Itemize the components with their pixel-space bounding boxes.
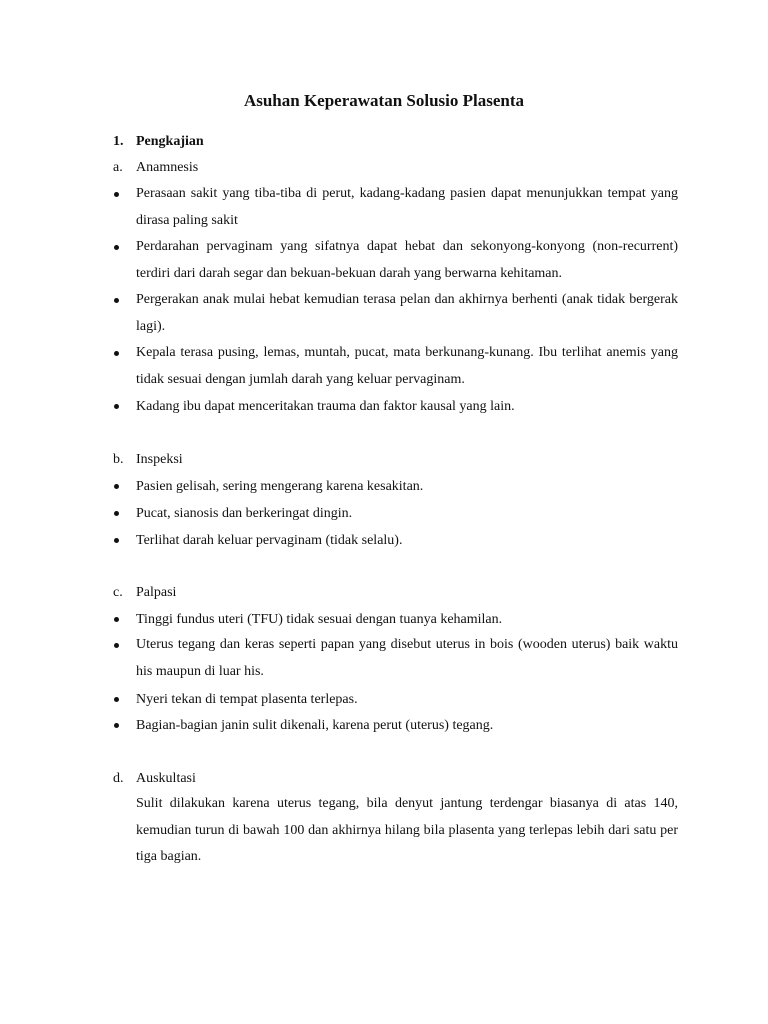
subsection-a-heading: Anamnesis: [136, 160, 199, 175]
bullet-icon: [114, 192, 119, 197]
list-item: Nyeri tekan di tempat plasenta terlepas.: [136, 692, 358, 707]
bullet-icon: [114, 404, 119, 409]
bullet-icon: [114, 351, 119, 356]
list-item: Uterus tegang dan keras seperti papan yang disebut uterus in bois (wooden uterus) baik waktu his maupun di luar his.: [136, 637, 678, 679]
bullet-icon: [114, 245, 119, 250]
list-item: Pucat, sianosis dan berkeringat dingin.: [136, 506, 353, 521]
document-title: Asuhan Keperawatan Solusio Plasenta: [243, 91, 525, 110]
list-item: Kadang ibu dapat menceritakan trauma dan faktor kausal yang lain.: [136, 399, 515, 414]
subsection-c-heading: Palpasi: [136, 585, 177, 600]
list-item: Bagian-bagian janin sulit dikenali, karena perut (uterus) tegang.: [136, 718, 494, 733]
bullet-icon: [114, 511, 119, 516]
bullet-icon: [114, 643, 119, 648]
subsection-b-heading: Inspeksi: [136, 452, 183, 467]
subsection-b-letter: b.: [113, 452, 124, 467]
bullet-icon: [114, 697, 119, 702]
auskultasi-paragraph: Sulit dilakukan karena uterus tegang, bila denyut jantung terdengar biasanya di atas 140, kemudian turun di bawah 100 dan akhirnya hilang bila plasenta yang terlepas lebih dari satu per tiga bagian.: [136, 796, 678, 864]
list-item: Pasien gelisah, sering mengerang karena kesakitan.: [136, 479, 424, 494]
bullet-icon: [114, 538, 119, 543]
list-item: Kepala terasa pusing, lemas, muntah, pucat, mata berkunang-kunang. Ibu terlihat anemis yang tidak sesuai dengan jumlah darah yang keluar pervaginam.: [136, 345, 678, 387]
bullet-icon: [114, 298, 119, 303]
subsection-a-letter: a.: [113, 160, 123, 175]
list-item: Tinggi fundus uteri (TFU) tidak sesuai dengan tuanya kehamilan.: [136, 612, 503, 627]
list-item: Perdarahan pervaginam yang sifatnya dapat hebat dan sekonyong-konyong (non-recurrent) terdiri dari darah segar dan bekuan-bekuan darah yang berwarna kehitaman.: [136, 239, 678, 281]
bullet-icon: [114, 723, 119, 728]
section-number: 1.: [113, 134, 124, 149]
list-item: Pergerakan anak mulai hebat kemudian terasa pelan dan akhirnya berhenti (anak tidak bergerak lagi).: [136, 292, 678, 334]
section-heading: Pengkajian: [136, 134, 204, 149]
list-item: Perasaan sakit yang tiba-tiba di perut, kadang-kadang pasien dapat menunjukkan tempat yang dirasa paling sakit: [136, 186, 678, 228]
subsection-c-letter: c.: [113, 585, 123, 600]
subsection-d-heading: Auskultasi: [136, 771, 196, 786]
subsection-d-letter: d.: [113, 771, 124, 786]
bullet-icon: [114, 617, 119, 622]
list-item: Terlihat darah keluar pervaginam (tidak selalu).: [136, 533, 403, 548]
bullet-icon: [114, 484, 119, 489]
